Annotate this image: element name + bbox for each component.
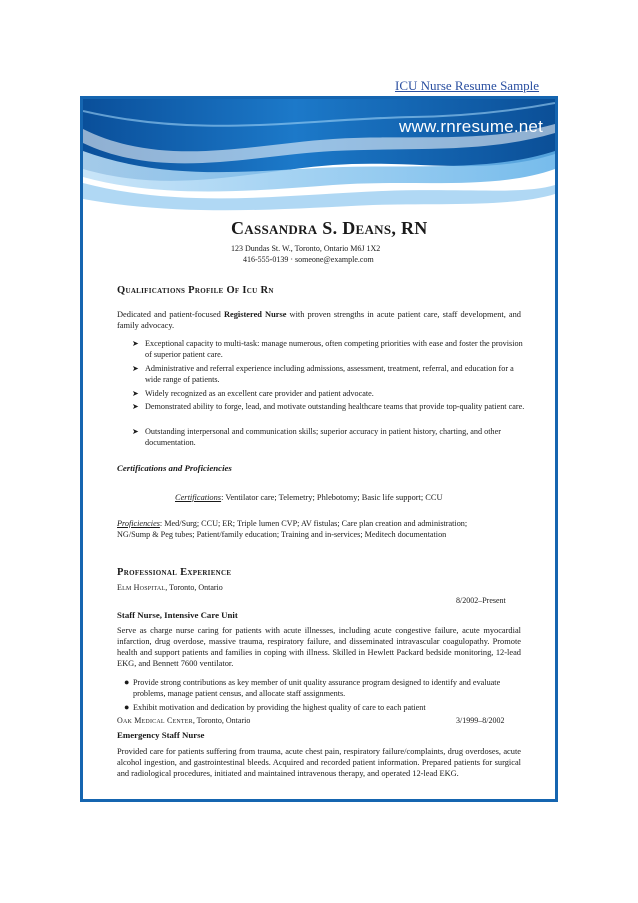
qualification-bullet: ➤ Widely recognized as an excellent care provider and patient advocate. bbox=[132, 389, 374, 398]
qualification-bullet: ➤ Administrative and referral experience including admissions, assessment, treatment, referral, and education for a wide range of patients. bbox=[132, 364, 514, 384]
qualification-bullet: ➤ Demonstrated ability to forge, lead, and motivate outstanding healthcare teams that provide top-quality patient care. bbox=[132, 402, 525, 411]
employer-line: Elm Hospital, Toronto, Ontario bbox=[117, 583, 223, 592]
dot-bullet-icon: ● bbox=[124, 702, 130, 712]
certifications-line: Certifications: Ventilator care; Telemetry; Phlebotomy; Basic life support; CCU bbox=[175, 493, 443, 502]
arrow-bullet-icon: ➤ bbox=[132, 402, 139, 411]
qualification-bullet: ➤ Outstanding interpersonal and communication skills; superior accuracy in patient history, charting, and other documentation. bbox=[132, 427, 501, 447]
proficiencies-text: Proficiencies: Med/Surg; CCU; ER; Triple lumen CVP; AV fistulas; Care plan creation and administration; NG/Sump & Peg tubes; Patient/family education; Training and in-services; Meditech documentation bbox=[117, 519, 468, 539]
candidate-name: Cassandra S. Deans, RN bbox=[231, 218, 428, 238]
arrow-bullet-icon: ➤ bbox=[132, 339, 139, 348]
certifications-heading: Certifications and Proficiencies bbox=[117, 463, 232, 473]
contact-line: 416-555-0139 · someone@example.com bbox=[243, 255, 374, 264]
arrow-bullet-icon: ➤ bbox=[132, 427, 139, 436]
address: 123 Dundas St. W., Toronto, Ontario M6J 1X2 bbox=[231, 244, 381, 253]
experience-heading: Professional Experience bbox=[117, 567, 232, 578]
job-title: Staff Nurse, Intensive Care Unit bbox=[117, 610, 238, 620]
dot-bullet-icon: ● bbox=[124, 677, 130, 687]
page-title-link[interactable]: ICU Nurse Resume Sample bbox=[395, 78, 540, 93]
job-bullet: ● Exhibit motivation and dedication by providing the highest quality of care to each patient bbox=[124, 702, 426, 712]
job-title: Emergency Staff Nurse bbox=[117, 730, 205, 740]
qualifications-intro: Dedicated and patient-focused Registered Nurse with proven strengths in acute patient care, staff development, and family advocacy. bbox=[117, 310, 521, 330]
qualifications-heading: Qualifications Profile Of Icu Rn bbox=[117, 285, 274, 296]
job-summary: Provided care for patients suffering from trauma, acute chest pain, respiratory failure/complaints, drug overdoses, acute alcohol ingestion, and gastrointestinal bleeds. Acquired and recorded patient information. Prepared patients for surgical and radiological procedures, initiated and maintained intravenous therapy, and operated 12-lead EKG. bbox=[117, 747, 521, 778]
job-dates: 8/2002–Present bbox=[456, 596, 506, 605]
site-url: www.rnresume.net bbox=[399, 117, 543, 136]
arrow-bullet-icon: ➤ bbox=[132, 389, 139, 398]
job-summary: Serve as charge nurse caring for patients with acute illnesses, including acute congestive failure, acute myocardial infarction, drug overdose, massive trauma, respiratory failure, and disseminated intravascular coagulopathy. Promote health and support patients and families in coping with illness. Skilled in Hewlett Packard bedside monitoring, 12-lead EKG, and Bennett 7600 ventilator. bbox=[117, 626, 521, 668]
job-dates: 3/1999–8/2002 bbox=[456, 716, 505, 725]
employer-line: Oak Medical Center, Toronto, Ontario bbox=[117, 716, 251, 725]
arrow-bullet-icon: ➤ bbox=[132, 364, 139, 373]
job-bullet: ● Provide strong contributions as key member of unit quality assurance program designed to identify and evaluate problems, manage patient census, and allocate staff assignments. bbox=[124, 677, 501, 698]
resume-frame bbox=[80, 96, 558, 802]
qualification-bullet: ➤ Exceptional capacity to multi-task: manage numerous, often competing priorities with ease and foster the provision of superior patient care. bbox=[132, 339, 523, 359]
